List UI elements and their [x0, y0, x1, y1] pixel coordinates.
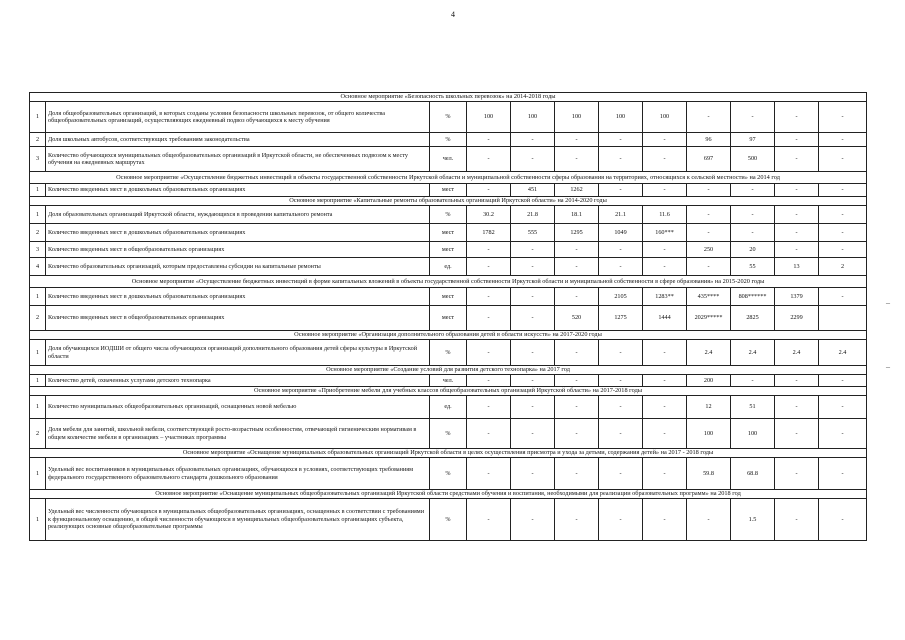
- section-row: [30, 449, 867, 458]
- row-number: 1: [30, 340, 46, 366]
- value-cell: -: [643, 258, 687, 276]
- value-cell: -: [775, 184, 819, 197]
- value-cell: -: [467, 242, 511, 258]
- indicator-name: Удельный вес численности обучающихся в муниципальных общеобразовательных организациях, оснащенных в соответствии с требованиями к функциональному оснащению, в общей численности обучающихся в муниципальных общеобразовательных организациях субъекта, реализующих основные общеобразовательные программы: [46, 499, 430, 541]
- value-cell: 1283**: [643, 288, 687, 306]
- section-row: [30, 93, 867, 102]
- value-cell: 55: [731, 258, 775, 276]
- value-cell: -: [599, 147, 643, 172]
- value-cell: -: [775, 133, 819, 147]
- table-row: [30, 306, 867, 331]
- value-cell: -: [731, 206, 775, 224]
- value-cell: -: [775, 206, 819, 224]
- row-number: 1: [30, 288, 46, 306]
- value-cell: [819, 306, 867, 331]
- value-cell: -: [819, 375, 867, 387]
- unit-cell: мест: [430, 288, 467, 306]
- value-cell: -: [643, 375, 687, 387]
- indicator-name: Количество муниципальных общеобразовательных организаций, оснащенных новой мебелью: [46, 396, 430, 419]
- value-cell: 100: [555, 102, 599, 133]
- value-cell: -: [819, 184, 867, 197]
- table-row: [30, 184, 867, 197]
- table-row: [30, 133, 867, 147]
- indicator-name: Доля образовательных организаций Иркутской области, нуждающихся в проведении капитального ремонта: [46, 206, 430, 224]
- value-cell: 520: [555, 306, 599, 331]
- value-cell: -: [555, 419, 599, 449]
- indicator-name: Удельный вес воспитанников в муниципальных образовательных организациях, обучающихся в условиях, соответствующих требованиям федерального государственного образовательного стандарта дошкольного образования: [46, 458, 430, 490]
- table-row: [30, 258, 867, 276]
- section-title: Основное мероприятие «Осуществление бюджетных инвестиций в форме капитальных вложений в объекты государственной собственности Иркутской области и муниципальной собственности в сфере образования» на 2015-2020 годы: [30, 276, 867, 288]
- value-cell: 1275: [599, 306, 643, 331]
- value-cell: -: [599, 184, 643, 197]
- row-number: 1: [30, 458, 46, 490]
- value-cell: -: [511, 396, 555, 419]
- value-cell: -: [467, 375, 511, 387]
- value-cell: -: [511, 458, 555, 490]
- section-row: [30, 276, 867, 288]
- row-number: 3: [30, 147, 46, 172]
- value-cell: 2029*****: [687, 306, 731, 331]
- table-row: [30, 242, 867, 258]
- value-cell: 1.5: [731, 499, 775, 541]
- row-number: 2: [30, 133, 46, 147]
- value-cell: 2.4: [819, 340, 867, 366]
- value-cell: -: [731, 184, 775, 197]
- value-cell: -: [775, 458, 819, 490]
- table-row: [30, 147, 867, 172]
- table-row: [30, 340, 867, 366]
- row-number: 3: [30, 242, 46, 258]
- value-cell: 2299: [775, 306, 819, 331]
- table-row: [30, 499, 867, 541]
- value-cell: -: [819, 224, 867, 242]
- value-cell: -: [687, 499, 731, 541]
- margin-dash: –: [886, 298, 890, 307]
- value-cell: 2.4: [731, 340, 775, 366]
- value-cell: -: [819, 206, 867, 224]
- value-cell: -: [555, 288, 599, 306]
- value-cell: 697: [687, 147, 731, 172]
- value-cell: -: [467, 147, 511, 172]
- indicator-name: Доля мебели для занятий, школьной мебели, соответствующей росто-возрастным особенностям, отвечающей гигиеническим нормативам в общем количестве мебели в организациях – участниках программы: [46, 419, 430, 449]
- value-cell: -: [775, 147, 819, 172]
- indicator-name: Количество обучающихся муниципальных общеобразовательных организаций в Иркутской области, не обеспеченных подвозом к месту обучения на ежедневных маршрутах: [46, 147, 430, 172]
- value-cell: -: [599, 340, 643, 366]
- unit-cell: чел.: [430, 147, 467, 172]
- indicator-name: Количество введенных мест в общеобразовательных организациях: [46, 242, 430, 258]
- unit-cell: ед.: [430, 258, 467, 276]
- value-cell: -: [511, 147, 555, 172]
- value-cell: -: [467, 458, 511, 490]
- value-cell: 21.8: [511, 206, 555, 224]
- unit-cell: ед.: [430, 396, 467, 419]
- margin-dash: –: [886, 362, 890, 371]
- value-cell: -: [731, 375, 775, 387]
- value-cell: -: [599, 242, 643, 258]
- value-cell: -: [643, 242, 687, 258]
- value-cell: -: [511, 242, 555, 258]
- unit-cell: %: [430, 133, 467, 147]
- table-row: [30, 396, 867, 419]
- row-number: 1: [30, 375, 46, 387]
- row-number: 2: [30, 419, 46, 449]
- value-cell: -: [819, 242, 867, 258]
- value-cell: -: [511, 288, 555, 306]
- value-cell: -: [643, 147, 687, 172]
- section-title: Основное мероприятие «Организация дополнительного образования детей в области искусств» на 2017-2020 годы: [30, 331, 867, 340]
- value-cell: 1262: [555, 184, 599, 197]
- value-cell: -: [775, 419, 819, 449]
- value-cell: -: [599, 499, 643, 541]
- row-number: 1: [30, 184, 46, 197]
- value-cell: -: [731, 224, 775, 242]
- table-row: [30, 206, 867, 224]
- unit-cell: %: [430, 499, 467, 541]
- section-row: [30, 172, 867, 184]
- value-cell: 51: [731, 396, 775, 419]
- value-cell: -: [643, 458, 687, 490]
- value-cell: -: [511, 375, 555, 387]
- value-cell: -: [467, 306, 511, 331]
- value-cell: -: [775, 396, 819, 419]
- unit-cell: %: [430, 102, 467, 133]
- section-row: [30, 197, 867, 206]
- value-cell: -: [467, 288, 511, 306]
- value-cell: -: [775, 224, 819, 242]
- value-cell: 100: [599, 102, 643, 133]
- unit-cell: мест: [430, 242, 467, 258]
- value-cell: 1295: [555, 224, 599, 242]
- indicator-name: Доля обучающихся ИОДШИ от общего числа обучающихся организаций дополнительного образования детей сферы культуры в Иркутской области: [46, 340, 430, 366]
- row-number: 1: [30, 499, 46, 541]
- value-cell: -: [599, 458, 643, 490]
- indicators-table: [29, 92, 867, 541]
- value-cell: 21.1: [599, 206, 643, 224]
- section-title: Основное мероприятие «Оснащение муниципальных общеобразовательных организаций Иркутской области средствами обучения и воспитания, необходимыми для реализации образовательных программ» на 2018 год: [30, 490, 867, 499]
- value-cell: -: [819, 288, 867, 306]
- value-cell: 1379: [775, 288, 819, 306]
- value-cell: 1049: [599, 224, 643, 242]
- row-number: 4: [30, 258, 46, 276]
- value-cell: 2: [819, 258, 867, 276]
- row-number: 1: [30, 206, 46, 224]
- section-title: Основное мероприятие «Приобретение мебели для учебных классов общеобразовательных организаций Иркутской области» на 2017-2018 годы: [30, 387, 867, 396]
- unit-cell: мест: [430, 306, 467, 331]
- value-cell: 96: [687, 133, 731, 147]
- value-cell: 11.6: [643, 206, 687, 224]
- value-cell: -: [643, 340, 687, 366]
- value-cell: -: [687, 224, 731, 242]
- section-row: [30, 490, 867, 499]
- value-cell: -: [643, 419, 687, 449]
- table-row: [30, 375, 867, 387]
- table-row: [30, 224, 867, 242]
- indicators-table-container: [29, 92, 866, 541]
- unit-cell: мест: [430, 184, 467, 197]
- section-row: [30, 331, 867, 340]
- value-cell: 59.8: [687, 458, 731, 490]
- value-cell: 160***: [643, 224, 687, 242]
- value-cell: -: [687, 102, 731, 133]
- value-cell: 18.1: [555, 206, 599, 224]
- value-cell: -: [467, 340, 511, 366]
- value-cell: 500: [731, 147, 775, 172]
- section-title: Основное мероприятие «Осуществление бюджетных инвестиций в объекты государственной собственности Иркутской области и муниципальной собственности сферы образования на территориях, относящихся к сельской местности» на 2014 год: [30, 172, 867, 184]
- indicator-name: Доля школьных автобусов, соответствующих требованиям законодательства: [46, 133, 430, 147]
- value-cell: -: [555, 375, 599, 387]
- value-cell: 100: [511, 102, 555, 133]
- row-number: 1: [30, 396, 46, 419]
- value-cell: -: [555, 147, 599, 172]
- indicator-name: Количество образовательных организаций, которым предоставлены субсидии на капитальные ремонты: [46, 258, 430, 276]
- value-cell: 2.4: [687, 340, 731, 366]
- unit-cell: %: [430, 419, 467, 449]
- value-cell: -: [467, 184, 511, 197]
- value-cell: -: [819, 499, 867, 541]
- value-cell: 808******: [731, 288, 775, 306]
- value-cell: -: [819, 419, 867, 449]
- unit-cell: %: [430, 340, 467, 366]
- value-cell: -: [555, 458, 599, 490]
- value-cell: -: [599, 375, 643, 387]
- value-cell: -: [467, 133, 511, 147]
- value-cell: -: [687, 206, 731, 224]
- value-cell: -: [819, 147, 867, 172]
- value-cell: -: [511, 340, 555, 366]
- value-cell: 68.8: [731, 458, 775, 490]
- value-cell: -: [511, 133, 555, 147]
- value-cell: -: [467, 258, 511, 276]
- value-cell: 435****: [687, 288, 731, 306]
- value-cell: -: [555, 133, 599, 147]
- value-cell: 20: [731, 242, 775, 258]
- value-cell: -: [555, 242, 599, 258]
- indicator-name: Количество детей, охваченных услугами детского технопарка: [46, 375, 430, 387]
- value-cell: 100: [643, 102, 687, 133]
- value-cell: -: [775, 102, 819, 133]
- value-cell: -: [643, 133, 687, 147]
- value-cell: -: [599, 133, 643, 147]
- value-cell: -: [687, 184, 731, 197]
- indicator-name: Количество введенных мест в дошкольных образовательных организациях: [46, 288, 430, 306]
- page-number: 4: [451, 10, 455, 19]
- section-title: Основное мероприятие «Создание условий для развития детского технопарка» на 2017 год: [30, 366, 867, 375]
- value-cell: 1782: [467, 224, 511, 242]
- value-cell: -: [555, 340, 599, 366]
- table-row: [30, 419, 867, 449]
- value-cell: 12: [687, 396, 731, 419]
- value-cell: -: [467, 499, 511, 541]
- value-cell: -: [643, 499, 687, 541]
- value-cell: 100: [731, 419, 775, 449]
- indicator-name: Количество введенных мест в общеобразовательных организациях: [46, 306, 430, 331]
- value-cell: -: [467, 419, 511, 449]
- value-cell: -: [643, 184, 687, 197]
- row-number: 1: [30, 102, 46, 133]
- value-cell: 100: [687, 419, 731, 449]
- indicator-name: Количество введенных мест в дошкольных образовательных организациях: [46, 224, 430, 242]
- value-cell: 250: [687, 242, 731, 258]
- value-cell: 2105: [599, 288, 643, 306]
- value-cell: -: [555, 499, 599, 541]
- value-cell: -: [511, 258, 555, 276]
- value-cell: -: [775, 242, 819, 258]
- section-row: [30, 387, 867, 396]
- value-cell: 200: [687, 375, 731, 387]
- value-cell: -: [599, 258, 643, 276]
- unit-cell: %: [430, 206, 467, 224]
- value-cell: 13: [775, 258, 819, 276]
- value-cell: -: [643, 396, 687, 419]
- value-cell: 100: [467, 102, 511, 133]
- value-cell: -: [819, 133, 867, 147]
- unit-cell: %: [430, 458, 467, 490]
- value-cell: -: [775, 375, 819, 387]
- unit-cell: чел.: [430, 375, 467, 387]
- value-cell: 451: [511, 184, 555, 197]
- value-cell: -: [511, 306, 555, 331]
- value-cell: -: [819, 458, 867, 490]
- value-cell: 30.2: [467, 206, 511, 224]
- value-cell: -: [687, 258, 731, 276]
- value-cell: 1444: [643, 306, 687, 331]
- value-cell: -: [775, 499, 819, 541]
- section-title: Основное мероприятие «Оснащение муниципальных образовательных организаций Иркутской области в целях осуществления присмотра и ухода за детьми, содержания детей» на 2017 - 2018 годы: [30, 449, 867, 458]
- unit-cell: мест: [430, 224, 467, 242]
- table-row: [30, 102, 867, 133]
- value-cell: 2825: [731, 306, 775, 331]
- section-title: Основное мероприятие «Безопасность школьных перевозок» на 2014-2018 годы: [30, 93, 867, 102]
- value-cell: -: [731, 102, 775, 133]
- value-cell: -: [819, 102, 867, 133]
- value-cell: 97: [731, 133, 775, 147]
- row-number: 2: [30, 224, 46, 242]
- value-cell: -: [599, 419, 643, 449]
- row-number: 2: [30, 306, 46, 331]
- section-title: Основное мероприятие «Капитальные ремонты образовательных организаций Иркутской области» на 2014-2020 годы: [30, 197, 867, 206]
- value-cell: -: [511, 419, 555, 449]
- value-cell: 2.4: [775, 340, 819, 366]
- table-row: [30, 458, 867, 490]
- indicator-name: Доля общеобразовательных организаций, в которых созданы условия безопасности школьных перевозок, от общего количества общеобразовательных организаций, осуществляющих ежедневный подвоз обучающихся к месту обучения: [46, 102, 430, 133]
- value-cell: -: [599, 396, 643, 419]
- value-cell: -: [555, 258, 599, 276]
- table-row: [30, 288, 867, 306]
- value-cell: -: [511, 499, 555, 541]
- indicator-name: Количество введенных мест в дошкольных образовательных организациях: [46, 184, 430, 197]
- value-cell: -: [555, 396, 599, 419]
- value-cell: -: [467, 396, 511, 419]
- value-cell: 555: [511, 224, 555, 242]
- value-cell: -: [819, 396, 867, 419]
- section-row: [30, 366, 867, 375]
